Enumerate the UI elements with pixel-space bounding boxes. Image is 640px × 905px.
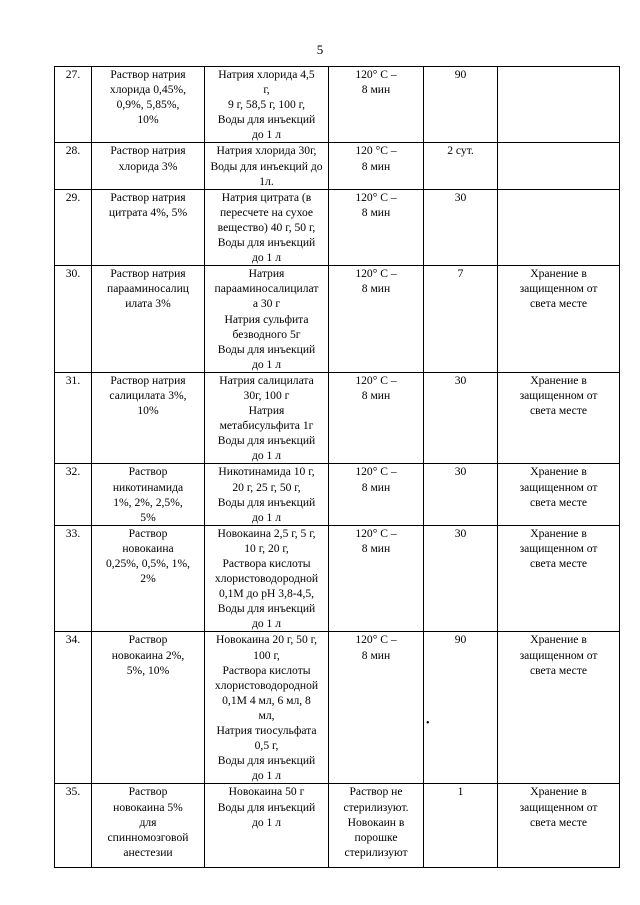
composition-line: Воды для инъекций	[217, 434, 316, 448]
composition-line: Воды для инъекций	[217, 800, 316, 814]
composition-line: Воды для инъекций	[217, 342, 316, 356]
composition-line: 0,5 г,	[254, 739, 279, 753]
composition-cell	[205, 189, 329, 265]
note-line: Хранение в	[530, 785, 587, 799]
composition-line: Натрия сульфита	[224, 312, 309, 326]
sterilization-mode-line: стерилизуют	[344, 845, 408, 859]
preparation-name-line: Раствор натрия	[110, 144, 186, 158]
composition-line: до 1 л	[251, 128, 282, 142]
preparation-name-cell	[92, 525, 205, 632]
sterilization-mode-line: 8 мин	[361, 388, 391, 402]
preparation-name-line: новокаина 2%,	[111, 648, 185, 662]
sterilization-mode-line: 120° С –	[355, 633, 397, 647]
composition-line: Воды для инъекций	[217, 236, 316, 250]
preparation-name-cell	[92, 784, 205, 868]
preparation-name-line: 2%	[140, 572, 156, 586]
preparation-name-line: Раствор	[128, 633, 168, 647]
preparation-name-line: Раствор	[128, 526, 168, 540]
preparation-name-line: Раствор натрия	[110, 373, 186, 387]
preparation-name-line: анестезии	[123, 845, 173, 859]
composition-cell	[205, 784, 329, 868]
preparation-name-line: хлорида 0,45%,	[109, 83, 187, 97]
sterilization-mode-cell	[329, 632, 424, 784]
storage-term-cell: 30	[424, 525, 498, 632]
table-body	[55, 67, 620, 868]
composition-line: Натрия	[248, 267, 285, 281]
note-line: света месте	[529, 404, 588, 418]
note-line: защищенном от	[519, 388, 598, 402]
composition-line: г,	[263, 83, 270, 97]
preparation-name-line: Раствор натрия	[110, 68, 186, 81]
composition-line: 100 г,	[253, 648, 280, 662]
composition-line: а 30 г	[252, 297, 281, 311]
composition-line: Раствора кислоты	[222, 663, 311, 677]
preparation-name-line: Раствор натрия	[110, 190, 186, 204]
sterilization-mode-cell	[329, 372, 424, 464]
note-cell	[498, 632, 620, 784]
row-number: 27.	[55, 67, 92, 143]
composition-line: до 1 л	[251, 449, 282, 463]
sterilization-mode-line: порошке	[354, 830, 398, 844]
note-line: защищенном от	[519, 800, 598, 814]
composition-line: вещество) 40 г, 50 г,	[217, 220, 316, 234]
preparation-name-line: Раствор натрия	[110, 267, 186, 281]
preparation-name-line: 5%, 10%	[126, 663, 170, 677]
composition-line: Воды для инъекций	[217, 602, 316, 616]
preparation-name-cell	[92, 266, 205, 373]
preparation-name-line: илата 3%	[125, 297, 171, 311]
note-line: света месте	[529, 495, 588, 509]
composition-cell	[205, 266, 329, 373]
table-row	[55, 464, 620, 525]
row-number: 30.	[55, 266, 92, 373]
composition-line: до 1 л	[251, 510, 282, 524]
row-number: 35.	[55, 784, 92, 868]
note-line: Хранение в	[530, 526, 587, 540]
sterilization-mode-line: 8 мин	[361, 648, 391, 662]
composition-line: Натрия тиосульфата	[216, 724, 317, 738]
sterilization-mode-cell	[329, 784, 424, 868]
table-row	[55, 266, 620, 373]
composition-line: хлористоводородной	[214, 678, 319, 692]
preparation-name-line: 10%	[137, 404, 159, 418]
composition-line: 10 г, 20 г,	[244, 541, 289, 555]
sterilization-mode-cell	[329, 143, 424, 189]
composition-line: Раствора кислоты	[222, 557, 311, 570]
note-line: света месте	[529, 297, 588, 311]
composition-line: до 1 л	[251, 815, 282, 829]
table-row	[55, 632, 620, 784]
preparation-name-line: 1%, 2%, 2,5%,	[113, 495, 183, 509]
composition-cell	[205, 464, 329, 525]
sterilization-mode-line: 8 мин	[361, 480, 391, 494]
sterilization-mode-cell	[329, 189, 424, 265]
composition-line: Воды для инъекций до	[210, 159, 323, 173]
sterilization-mode-line: 120° С –	[355, 465, 397, 479]
sterilization-mode-line: Новокаин в	[347, 815, 405, 829]
storage-term-cell: 30	[424, 372, 498, 464]
composition-line: 0,1М до рН 3,8-4,5,	[218, 587, 315, 601]
storage-term-cell: 30	[424, 464, 498, 525]
table-row	[55, 525, 620, 632]
composition-line: Натрия цитрата (в	[221, 190, 312, 204]
sterilization-mode-line: 8 мин	[361, 282, 391, 296]
note-cell	[498, 266, 620, 373]
sterilization-mode-line: 8 мин	[361, 205, 391, 219]
note-line: защищенном от	[519, 541, 598, 555]
note-line: Хранение в	[530, 267, 587, 281]
preparation-name-line: новокаина	[122, 541, 174, 555]
storage-term-cell: 7	[424, 266, 498, 373]
preparation-name-line: 0,9%, 5,85%,	[116, 98, 180, 112]
storage-term-cell: 90	[424, 67, 498, 143]
composition-line: хлористоводородной	[214, 572, 319, 586]
note-line: света месте	[529, 815, 588, 829]
stray-mark: •	[426, 718, 430, 729]
sterilization-mode-line: Раствор не	[349, 785, 403, 799]
sterilization-mode-line: стерилизуют.	[343, 800, 409, 814]
composition-line: до 1 л	[251, 251, 282, 265]
sterilization-mode-cell	[329, 67, 424, 143]
composition-line: 30г, 100 г	[243, 388, 290, 402]
composition-line: Никотинамида 10 г,	[218, 465, 315, 479]
note-cell	[498, 525, 620, 632]
composition-cell	[205, 525, 329, 632]
preparation-name-line: спинномозговой	[107, 830, 189, 844]
table-row	[55, 189, 620, 265]
note-line: защищенном от	[519, 480, 598, 494]
composition-cell	[205, 143, 329, 189]
sterilization-mode-cell	[329, 266, 424, 373]
note-cell	[498, 784, 620, 868]
preparation-name-line: для	[139, 815, 157, 829]
preparation-name-cell	[92, 67, 205, 143]
sterilization-mode-line: 120° С –	[355, 267, 397, 281]
page-number: 5	[316, 42, 324, 57]
sterilization-table	[54, 66, 620, 868]
sterilization-mode-line: 120° С –	[355, 68, 397, 81]
preparation-name-line: 10%	[137, 113, 159, 127]
composition-cell	[205, 67, 329, 143]
composition-line: парааминосалицилат	[214, 282, 319, 296]
sterilization-mode-line: 120° С –	[355, 526, 397, 540]
preparation-name-line: новокаина 5%	[113, 800, 183, 814]
table-row	[55, 67, 620, 143]
preparation-name-line: Раствор	[128, 785, 168, 799]
composition-line: Воды для инъекций	[217, 495, 316, 509]
note-cell	[498, 372, 620, 464]
note-line: Хранение в	[530, 373, 587, 387]
composition-line: метабисульфита 1г	[219, 419, 314, 433]
row-number: 29.	[55, 189, 92, 265]
composition-cell	[205, 632, 329, 784]
preparation-name-line: хлорида 3%	[118, 159, 178, 173]
preparation-name-cell	[92, 143, 205, 189]
sterilization-mode-cell	[329, 525, 424, 632]
preparation-name-line: 5%	[140, 510, 156, 524]
preparation-name-line: цитрата 4%, 5%	[108, 205, 188, 219]
composition-line: пересчете на сухое	[219, 205, 314, 219]
note-line: света месте	[529, 557, 588, 570]
row-number: 33.	[55, 525, 92, 632]
note-cell	[498, 464, 620, 525]
composition-line: Новокаина 20 г, 50 г,	[216, 633, 317, 647]
composition-line: 20 г, 25 г, 50 г,	[232, 480, 301, 494]
sterilization-mode-line: 8 мин	[361, 159, 391, 173]
note-line: защищенном от	[519, 648, 598, 662]
table-row	[55, 784, 620, 868]
composition-line: до 1 л	[251, 769, 282, 783]
composition-line: Натрия хлорида 30г,	[216, 144, 317, 158]
sterilization-mode-line: 120 °С –	[355, 144, 397, 158]
row-number: 32.	[55, 464, 92, 525]
composition-cell	[205, 372, 329, 464]
composition-line: Новокаина 2,5 г, 5 г,	[217, 526, 316, 540]
composition-line: Воды для инъекций	[217, 754, 316, 768]
sterilization-mode-line: 120° С –	[355, 373, 397, 387]
preparation-name-line: Раствор	[128, 465, 168, 479]
composition-line: 0,1М 4 мл, 6 мл, 8	[222, 693, 311, 707]
table-row	[55, 372, 620, 464]
note-cell	[498, 67, 620, 143]
note-cell	[498, 189, 620, 265]
sterilization-mode-line: 120° С –	[355, 190, 397, 204]
composition-line: Новокаина 50 г	[228, 785, 305, 799]
composition-line: Воды для инъекций	[217, 113, 316, 127]
row-number: 28.	[55, 143, 92, 189]
sterilization-mode-line: 8 мин	[361, 541, 391, 555]
preparation-name-cell	[92, 632, 205, 784]
composition-line: мл,	[258, 708, 275, 722]
storage-term-cell: 1	[424, 784, 498, 868]
sterilization-mode-cell	[329, 464, 424, 525]
preparation-name-line: парааминосалиц	[106, 282, 189, 296]
note-cell	[498, 143, 620, 189]
note-line: Хранение в	[530, 465, 587, 479]
composition-line: 9 г, 58,5 г, 100 г,	[227, 98, 305, 112]
composition-line: 1л.	[259, 174, 274, 188]
table-row	[55, 143, 620, 189]
composition-line: безводного 5г	[232, 327, 301, 341]
preparation-name-line: 0,25%, 0,5%, 1%,	[105, 557, 191, 570]
storage-term-cell: 2 сут.	[424, 143, 498, 189]
composition-line: до 1 л	[251, 357, 282, 371]
preparation-name-cell	[92, 464, 205, 525]
note-line: Хранение в	[530, 633, 587, 647]
composition-line: Натрия хлорида 4,5	[218, 68, 315, 81]
note-line: защищенном от	[519, 282, 598, 296]
storage-term-cell: 90	[424, 632, 498, 784]
sterilization-mode-line: 8 мин	[361, 83, 391, 97]
preparation-name-cell	[92, 372, 205, 464]
composition-line: Натрия салицилата	[219, 373, 314, 387]
composition-line: до 1 л	[251, 617, 282, 631]
row-number: 34.	[55, 632, 92, 784]
storage-term-cell: 30	[424, 189, 498, 265]
preparation-name-line: салицилата 3%,	[109, 388, 187, 402]
row-number: 31.	[55, 372, 92, 464]
preparation-name-line: никотинамида	[112, 480, 184, 494]
composition-line: Натрия	[248, 404, 285, 418]
preparation-name-cell	[92, 189, 205, 265]
note-line: света месте	[529, 663, 588, 677]
